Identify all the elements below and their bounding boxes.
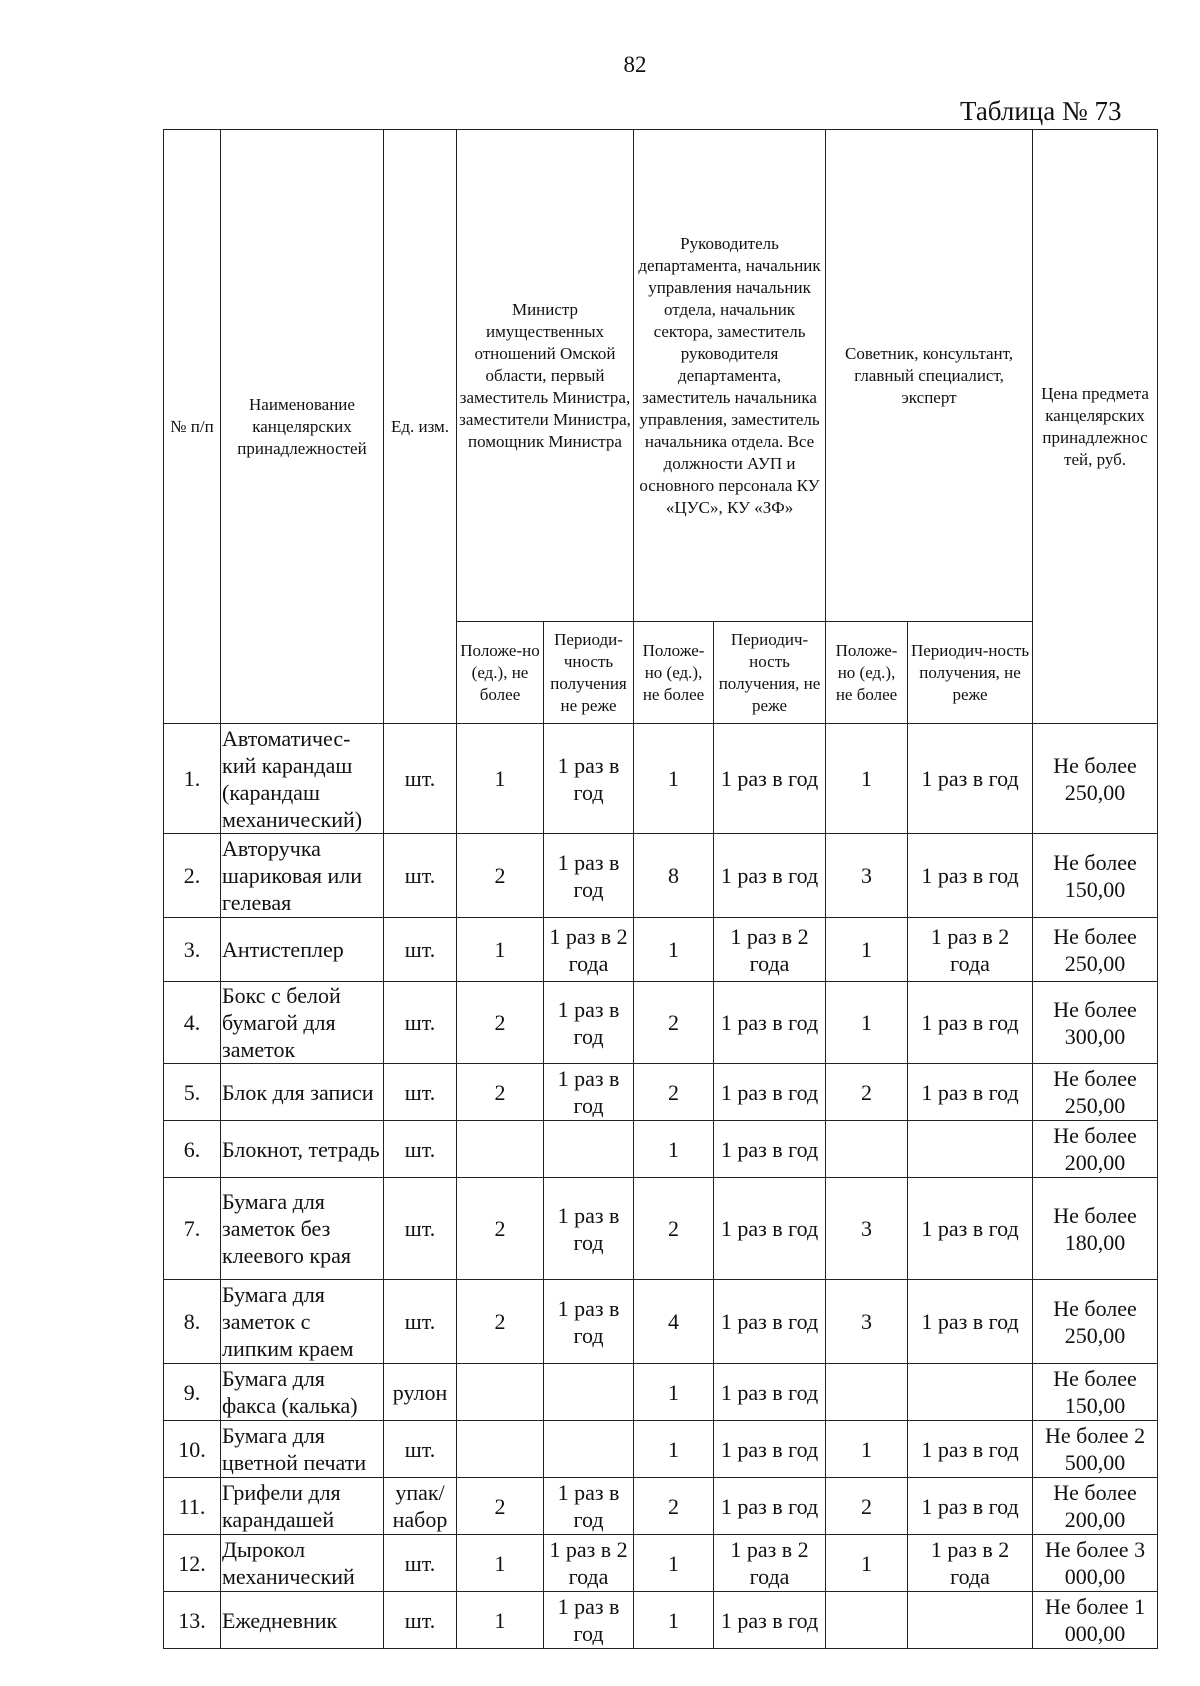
table-row: [164, 1364, 1158, 1421]
unit: шт.: [384, 918, 457, 982]
unit: шт.: [384, 1421, 457, 1478]
advisors-qty: 1: [826, 982, 908, 1064]
minister-period: 1 раз в год: [544, 1592, 634, 1649]
minister-period: [544, 1121, 634, 1178]
item-name: Блок для записи: [221, 1064, 384, 1121]
row-num: 9.: [164, 1364, 221, 1421]
price: Не более 150,00: [1033, 834, 1158, 918]
heads-qty: 1: [634, 1421, 714, 1478]
row-num: 3.: [164, 918, 221, 982]
advisors-qty: 2: [826, 1478, 908, 1535]
heads-qty: 1: [634, 918, 714, 982]
advisors-period: 1 раз в год: [908, 1421, 1033, 1478]
row-num: 13.: [164, 1592, 221, 1649]
heads-period: 1 раз в 2 года: [714, 918, 826, 982]
minister-period: 1 раз в год: [544, 1280, 634, 1364]
table-row: [164, 1478, 1158, 1535]
table-row: [164, 834, 1158, 918]
heads-qty: 4: [634, 1280, 714, 1364]
heads-qty: 2: [634, 982, 714, 1064]
row-num: 12.: [164, 1535, 221, 1592]
header-g3-qty: Положе-но (ед.), не более: [826, 622, 908, 724]
table-row: [164, 1592, 1158, 1649]
heads-period: 1 раз в год: [714, 1280, 826, 1364]
header-group-minister: Министр имущественных отношений Омской области, первый заместитель Министра, заместители Министра, помощник Министра: [457, 130, 634, 622]
advisors-qty: [826, 1592, 908, 1649]
price: Не более 250,00: [1033, 724, 1158, 834]
header-g2-qty: Положе-но (ед.), не более: [634, 622, 714, 724]
table-row: [164, 724, 1158, 834]
header-g3-period: Периодич-ность получения, не реже: [908, 622, 1033, 724]
minister-qty: 2: [457, 1064, 544, 1121]
minister-qty: 2: [457, 1178, 544, 1280]
row-num: 7.: [164, 1178, 221, 1280]
price: Не более 300,00: [1033, 982, 1158, 1064]
item-name: Грифели для карандашей: [221, 1478, 384, 1535]
advisors-qty: 3: [826, 1178, 908, 1280]
table-row: [164, 1178, 1158, 1280]
heads-period: 1 раз в год: [714, 724, 826, 834]
advisors-period: 1 раз в 2 года: [908, 918, 1033, 982]
unit: шт.: [384, 982, 457, 1064]
unit: упак/ набор: [384, 1478, 457, 1535]
price: Не более 2 500,00: [1033, 1421, 1158, 1478]
row-num: 4.: [164, 982, 221, 1064]
item-name: Блокнот, тетрадь: [221, 1121, 384, 1178]
advisors-qty: [826, 1121, 908, 1178]
advisors-period: 1 раз в год: [908, 1478, 1033, 1535]
page-number: 82: [623, 52, 647, 77]
unit: шт.: [384, 724, 457, 834]
unit: шт.: [384, 1592, 457, 1649]
advisors-qty: 2: [826, 1064, 908, 1121]
advisors-qty: 1: [826, 724, 908, 834]
row-num: 1.: [164, 724, 221, 834]
table-row: [164, 982, 1158, 1064]
minister-period: 1 раз в 2 года: [544, 918, 634, 982]
row-num: 6.: [164, 1121, 221, 1178]
minister-qty: 1: [457, 1592, 544, 1649]
minister-qty: 2: [457, 834, 544, 918]
minister-qty: 2: [457, 1280, 544, 1364]
advisors-qty: 3: [826, 1280, 908, 1364]
advisors-period: 1 раз в год: [908, 834, 1033, 918]
price: Не более 200,00: [1033, 1121, 1158, 1178]
price: Не более 1 000,00: [1033, 1592, 1158, 1649]
minister-period: 1 раз в год: [544, 1478, 634, 1535]
item-name: Бокс с белой бумагой для заметок: [221, 982, 384, 1064]
heads-period: 1 раз в год: [714, 982, 826, 1064]
heads-period: 1 раз в год: [714, 1592, 826, 1649]
unit: шт.: [384, 1121, 457, 1178]
minister-qty: 2: [457, 982, 544, 1064]
advisors-qty: 1: [826, 1421, 908, 1478]
table-row: [164, 1535, 1158, 1592]
advisors-period: 1 раз в год: [908, 1280, 1033, 1364]
minister-period: [544, 1364, 634, 1421]
advisors-period: 1 раз в год: [908, 982, 1033, 1064]
heads-qty: 1: [634, 724, 714, 834]
header-price: Цена предмета канцелярских принадлежнос тей, руб.: [1033, 130, 1158, 724]
advisors-qty: 1: [826, 918, 908, 982]
heads-period: 1 раз в год: [714, 1364, 826, 1421]
advisors-period: 1 раз в год: [908, 1178, 1033, 1280]
header-name: Наименование канцелярских принадлежностей: [221, 130, 384, 724]
minister-qty: 1: [457, 918, 544, 982]
minister-period: 1 раз в год: [544, 982, 634, 1064]
minister-qty: [457, 1364, 544, 1421]
minister-qty: [457, 1121, 544, 1178]
row-num: 2.: [164, 834, 221, 918]
minister-qty: 2: [457, 1478, 544, 1535]
heads-period: 1 раз в год: [714, 1478, 826, 1535]
supplies-table: [163, 129, 1158, 1649]
table-row: [164, 1064, 1158, 1121]
item-name: Антистеплер: [221, 918, 384, 982]
row-num: 5.: [164, 1064, 221, 1121]
price: Не более 200,00: [1033, 1478, 1158, 1535]
heads-qty: 1: [634, 1592, 714, 1649]
item-name: Бумага для цветной печати: [221, 1421, 384, 1478]
item-name: Ежедневник: [221, 1592, 384, 1649]
heads-period: 1 раз в год: [714, 1121, 826, 1178]
heads-qty: 2: [634, 1064, 714, 1121]
price: Не более 180,00: [1033, 1178, 1158, 1280]
header-group-advisors: Советник, консультант, главный специалист, эксперт: [826, 130, 1033, 622]
unit: шт.: [384, 1178, 457, 1280]
advisors-period: 1 раз в год: [908, 1064, 1033, 1121]
heads-period: 1 раз в год: [714, 1064, 826, 1121]
minister-period: [544, 1421, 634, 1478]
item-name: Бумага для заметок с липким краем: [221, 1280, 384, 1364]
minister-period: 1 раз в год: [544, 724, 634, 834]
advisors-period: [908, 1121, 1033, 1178]
minister-qty: [457, 1421, 544, 1478]
price: Не более 250,00: [1033, 1064, 1158, 1121]
unit: шт.: [384, 1535, 457, 1592]
advisors-period: 1 раз в 2 года: [908, 1535, 1033, 1592]
table-row: [164, 1121, 1158, 1178]
heads-qty: 1: [634, 1121, 714, 1178]
price: Не более 150,00: [1033, 1364, 1158, 1421]
unit: шт.: [384, 1064, 457, 1121]
heads-period: 1 раз в год: [714, 1421, 826, 1478]
item-name: Бумага для факса (калька): [221, 1364, 384, 1421]
minister-qty: 1: [457, 724, 544, 834]
advisors-period: 1 раз в год: [908, 724, 1033, 834]
price: Не более 250,00: [1033, 918, 1158, 982]
advisors-period: [908, 1592, 1033, 1649]
minister-period: 1 раз в год: [544, 1178, 634, 1280]
advisors-period: [908, 1364, 1033, 1421]
heads-period: 1 раз в год: [714, 834, 826, 918]
minister-period: 1 раз в год: [544, 1064, 634, 1121]
unit: шт.: [384, 1280, 457, 1364]
advisors-qty: [826, 1364, 908, 1421]
item-name: Дырокол механический: [221, 1535, 384, 1592]
header-g2-period: Периодич-ность получения, не реже: [714, 622, 826, 724]
heads-period: 1 раз в год: [714, 1178, 826, 1280]
advisors-qty: 1: [826, 1535, 908, 1592]
table-row: [164, 1421, 1158, 1478]
item-name: Автоматичес-кий карандаш (карандаш механический): [221, 724, 384, 834]
price: Не более 250,00: [1033, 1280, 1158, 1364]
heads-qty: 2: [634, 1478, 714, 1535]
unit: рулон: [384, 1364, 457, 1421]
price: Не более 3 000,00: [1033, 1535, 1158, 1592]
header-g1-qty: Положе-но (ед.), не более: [457, 622, 544, 724]
header-num: № п/п: [164, 130, 221, 724]
advisors-qty: 3: [826, 834, 908, 918]
minister-period: 1 раз в 2 года: [544, 1535, 634, 1592]
row-num: 10.: [164, 1421, 221, 1478]
table-row: [164, 918, 1158, 982]
heads-qty: 1: [634, 1535, 714, 1592]
row-num: 11.: [164, 1478, 221, 1535]
unit: шт.: [384, 834, 457, 918]
table-row: [164, 1280, 1158, 1364]
item-name: Бумага для заметок без клеевого края: [221, 1178, 384, 1280]
item-name: Авторучка шариковая или гелевая: [221, 834, 384, 918]
row-num: 8.: [164, 1280, 221, 1364]
minister-period: 1 раз в год: [544, 834, 634, 918]
heads-qty: 1: [634, 1364, 714, 1421]
minister-qty: 1: [457, 1535, 544, 1592]
header-g1-period: Периоди-чность получения не реже: [544, 622, 634, 724]
heads-period: 1 раз в 2 года: [714, 1535, 826, 1592]
header-group-heads: Руководитель департамента, начальник управления начальник отдела, начальник сектора, заместитель руководителя департамента, заместитель начальника управления, заместитель начальника отдела. Все должности АУП и основного персонала КУ «ЦУС», КУ «ЗФ»: [634, 130, 826, 622]
table-caption: Таблица № 73: [960, 96, 1122, 126]
heads-qty: 8: [634, 834, 714, 918]
header-unit: Ед. изм.: [384, 130, 457, 724]
heads-qty: 2: [634, 1178, 714, 1280]
